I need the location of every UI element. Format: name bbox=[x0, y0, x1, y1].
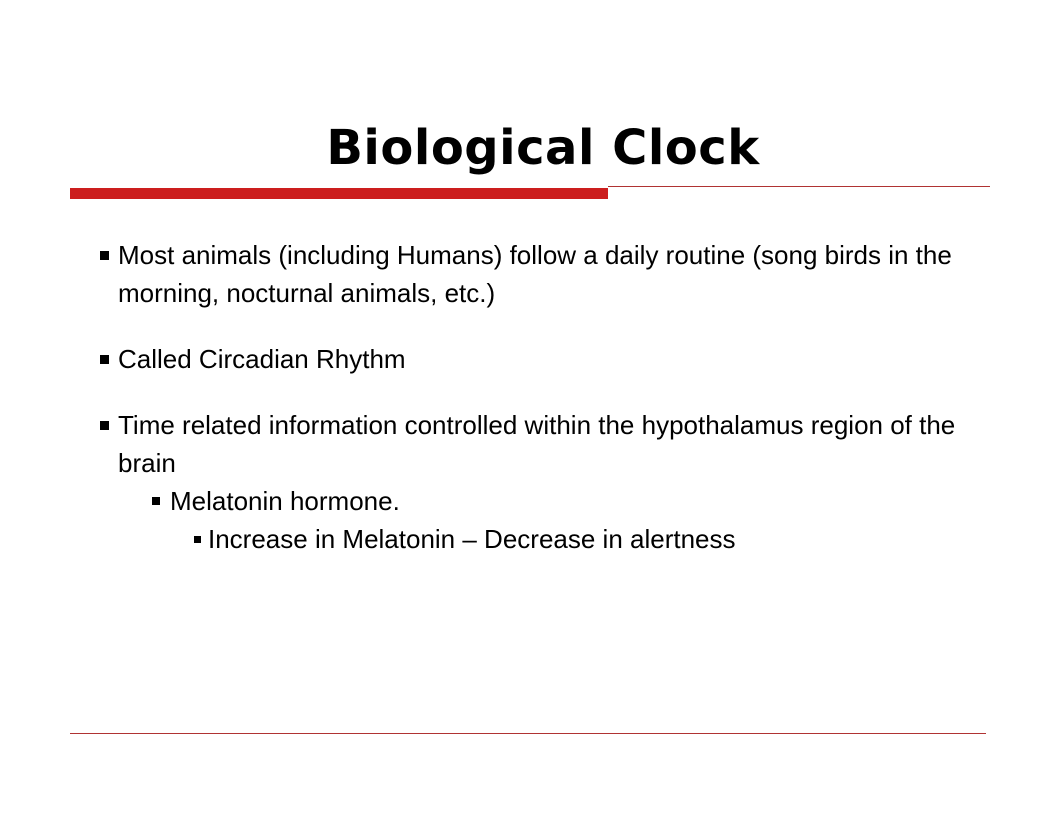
square-bullet-icon bbox=[100, 421, 109, 430]
square-bullet-icon bbox=[152, 497, 160, 505]
bullet-text: Called Circadian Rhythm bbox=[118, 344, 406, 374]
sub-sub-bullet-text: Increase in Melatonin – Decrease in alertness bbox=[208, 524, 736, 554]
footer-rule bbox=[70, 733, 986, 734]
slide-title: Biological Clock bbox=[326, 120, 760, 176]
square-bullet-icon bbox=[100, 251, 109, 260]
sub-bullet-text: Melatonin hormone. bbox=[170, 486, 400, 516]
bullet-text: Most animals (including Humans) follow a daily routine (song birds in the morning, nocturnal animals, etc.) bbox=[118, 240, 952, 308]
sub-sub-bullet-item bbox=[194, 520, 1000, 558]
bullet-item bbox=[100, 236, 1000, 312]
square-bullet-icon bbox=[194, 536, 201, 543]
title-underline-thin bbox=[608, 186, 990, 187]
square-bullet-icon bbox=[100, 355, 109, 364]
bullet-item bbox=[100, 406, 1000, 482]
bullet-item bbox=[100, 340, 1000, 378]
bullet-list bbox=[100, 236, 1000, 558]
bullet-text: Time related information controlled within the hypothalamus region of the brain bbox=[118, 410, 956, 478]
sub-bullet-item bbox=[152, 482, 1000, 520]
title-underline-thick bbox=[70, 188, 608, 199]
